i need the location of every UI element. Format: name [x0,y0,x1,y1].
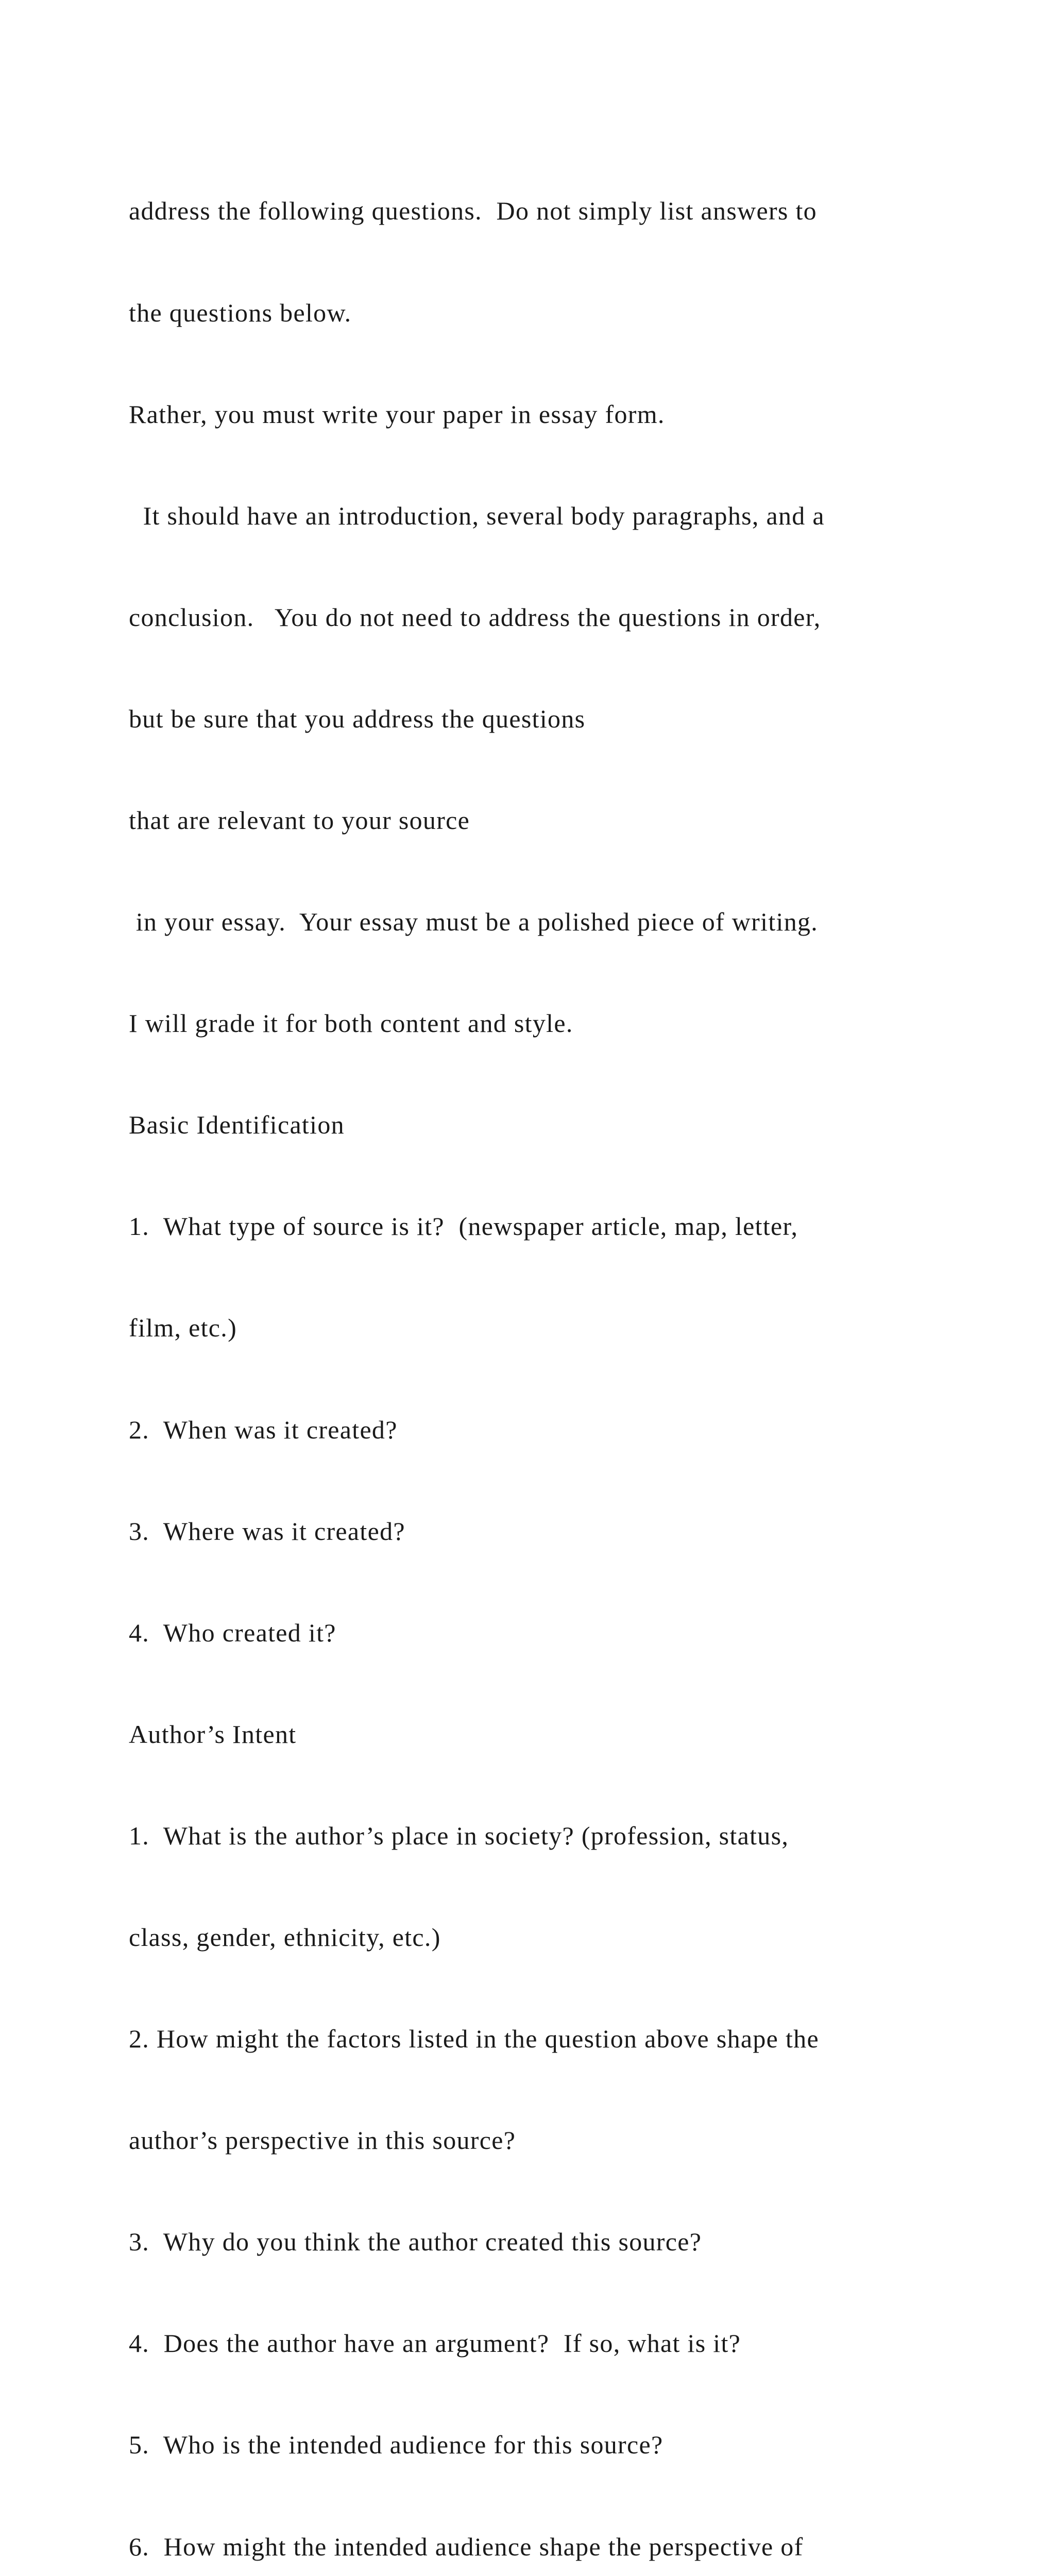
text-line: in your essay. Your essay must be a polished piece of writing. [129,907,819,937]
question-item: 4. Who created it? [129,1618,336,1647]
text-line: the questions below. [129,298,352,327]
text-line: Rather, you must write your paper in essay form. [129,399,665,429]
text-line: that are relevant to your source [129,805,470,835]
text-line: author’s perspective in this source? [129,2126,516,2155]
question-item: 3. Where was it created? [129,1516,405,1546]
section-heading-basic-identification: Basic Identification [129,1110,345,1140]
question-item: 2. How might the factors listed in the question above shape the [129,2024,819,2054]
text-line: I will grade it for both content and style. [129,1009,573,1038]
question-item: 4. Does the author have an argument? If so, what is it? [129,2329,741,2358]
text-line: It should have an introduction, several body paragraphs, and a [129,501,825,530]
question-item: 3. Why do you think the author created this source? [129,2227,702,2257]
text-line: but be sure that you address the questions [129,704,586,733]
section-heading-authors-intent: Author’s Intent [129,1719,297,1749]
question-item: 1. What is the author’s place in society? (profession, status, [129,1821,789,1850]
question-item: 1. What type of source is it? (newspaper article, map, letter, [129,1212,798,1241]
document-body [129,127,979,2576]
text-line: film, etc.) [129,1313,237,1343]
text-line: address the following questions. Do not simply list answers to [129,196,817,226]
text-line: class, gender, ethnicity, etc.) [129,1923,441,1952]
question-item: 2. When was it created? [129,1415,398,1444]
question-item: 5. Who is the intended audience for this source? [129,2430,663,2460]
question-item: 6. How might the intended audience shape the perspective of [129,2532,804,2561]
text-line: conclusion. You do not need to address the questions in order, [129,602,821,632]
